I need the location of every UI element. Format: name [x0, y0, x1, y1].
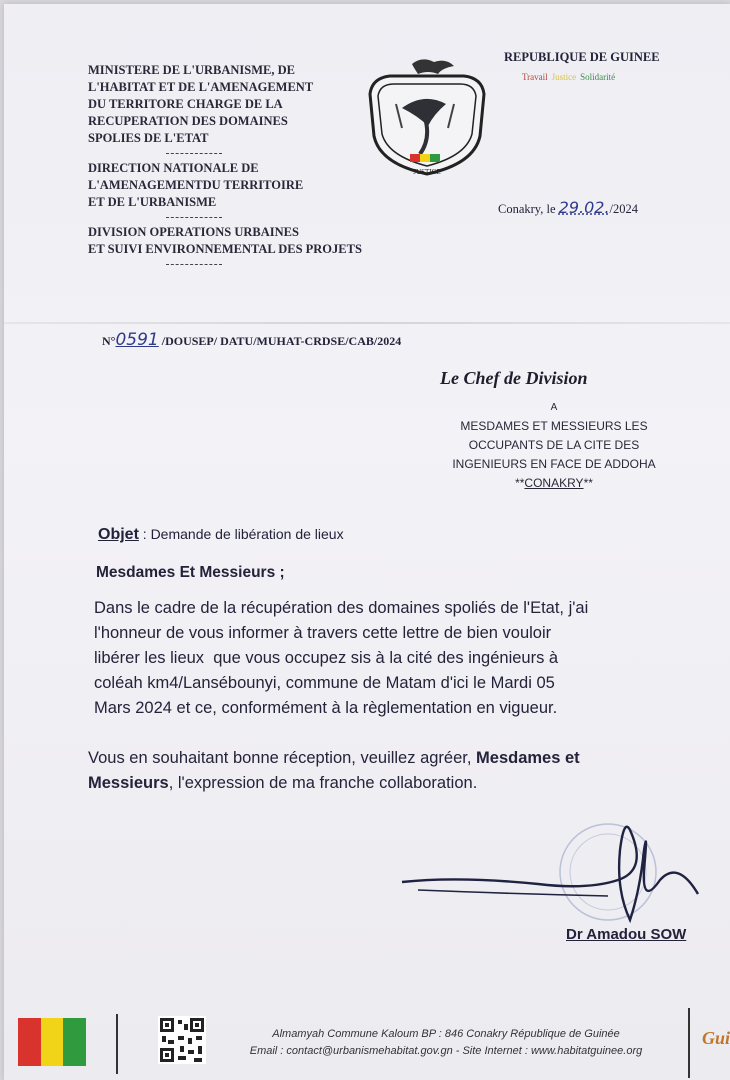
motto-solidarite: Solidarité — [580, 72, 616, 82]
signatory-name: Dr Amadou SOW — [566, 926, 687, 943]
paragraph-line: libérer les lieux que vous occupez sis à la cité des ingénieurs à — [94, 649, 559, 667]
paragraph-line: Dans le cadre de la récupération des domaines spoliés de l'Etat, j'ai — [94, 599, 589, 617]
paper-fold — [4, 322, 730, 324]
paragraph-1 — [94, 596, 714, 721]
recipient-block — [404, 398, 704, 493]
motto-justice: Justice — [551, 72, 577, 82]
separator-dash — [166, 153, 222, 154]
recipient-line: INGENIEURS EN FACE DE ADDOHA — [452, 457, 656, 471]
ref-prefix: N° — [102, 334, 116, 348]
ministry-header — [88, 62, 362, 271]
ministry-line: DU TERRITORE CHARGE DE LA — [88, 97, 283, 111]
closing-bold: Mesdames et — [476, 749, 580, 767]
city-prefix: ** — [515, 476, 525, 490]
date-line — [498, 198, 638, 217]
motto-travail: Travail — [522, 72, 548, 82]
republic-title: REPUBLIQUE DE GUINEE — [504, 50, 660, 64]
footer-email-site: Email : contact@urbanismehabitat.gov.gn - Site Internet : www.habitatguinee.org — [249, 1045, 643, 1057]
closing-text: Vous en souhaitant bonne réception, veuillez agréer, — [88, 749, 477, 767]
guinea-logo: Gui — [702, 1028, 730, 1048]
ref-code: /DOUSEP/ DATU/MUHAT-CRDSE/CAB/2024 — [161, 334, 402, 348]
closing-bold: Messieurs — [88, 774, 169, 792]
closing-text: , l'expression de ma franche collaboration. — [168, 774, 478, 792]
flag-green-stripe — [63, 1018, 86, 1066]
recipient-city — [404, 474, 704, 493]
ministry-line: MINISTERE DE L'URBANISME, DE — [88, 63, 295, 77]
footer-divider — [688, 1008, 690, 1078]
paragraph-line — [88, 746, 728, 771]
division-line: DIVISION OPERATIONS URBAINES — [88, 225, 299, 239]
footer-divider — [116, 1014, 118, 1074]
paragraph-line: l'honneur de vous informer à travers cette lettre de bien vouloir — [94, 624, 552, 642]
date-suffix: /2024 — [609, 202, 639, 216]
footer-address: Almamyah Commune Kaloum BP : 846 Conakry République de Guinée — [272, 1028, 620, 1040]
paragraph-line — [88, 771, 728, 796]
salutation: Mesdames Et Messieurs ; — [96, 564, 285, 581]
city-suffix: ** — [583, 476, 593, 490]
emblem-motto: JUSTICE — [413, 168, 441, 176]
direction-line: L'AMENAGEMENTDU TERRITOIRE — [88, 178, 304, 192]
reference-line — [102, 330, 401, 350]
ministry-line: RECUPERATION DES DOMAINES — [88, 114, 288, 128]
date-prefix: Conakry, le — [498, 202, 556, 216]
division-line: ET SUIVI ENVIRONNEMENTAL DES PROJETS — [88, 242, 362, 256]
object-sep: : — [138, 526, 151, 542]
separator-dash — [166, 264, 222, 265]
direction-line: DIRECTION NATIONALE DE — [88, 161, 259, 175]
flag-yellow-stripe — [41, 1018, 64, 1066]
ref-number: 0591 — [115, 330, 159, 350]
separator-dash — [166, 217, 222, 218]
city-name: CONAKRY — [524, 476, 584, 490]
date-handwritten: 29.02. — [558, 198, 610, 217]
flag-red-stripe — [18, 1018, 41, 1066]
footer-contact — [216, 1026, 676, 1060]
sender-title: Le Chef de Division — [440, 368, 588, 388]
qr-code-icon — [158, 1016, 206, 1064]
ministry-line: L'HABITAT ET DE L'AMENAGEMENT — [88, 80, 314, 94]
recipient-to: A — [550, 402, 558, 413]
paragraph-2 — [88, 746, 728, 796]
object-label: Objet — [98, 526, 139, 543]
letter-page — [4, 4, 730, 1080]
recipient-line: MESDAMES ET MESSIEURS LES — [460, 419, 648, 433]
guinea-flag — [18, 1018, 86, 1066]
direction-line: ET DE L'URBANISME — [88, 195, 217, 209]
national-motto — [522, 72, 615, 82]
object-line — [98, 526, 344, 544]
paragraph-line: Mars 2024 et ce, conformément à la règlementation en vigueur. — [94, 699, 558, 717]
paragraph-line: coléah km4/Lansébounyi, commune de Matam d'ici le Mardi 05 — [94, 674, 555, 692]
object-text: Demande de libération de lieux — [150, 526, 344, 542]
coat-of-arms-emblem — [362, 56, 492, 182]
recipient-line: OCCUPANTS DE LA CITE DES — [468, 438, 640, 452]
ministry-line: SPOLIES DE L'ETAT — [88, 131, 209, 145]
